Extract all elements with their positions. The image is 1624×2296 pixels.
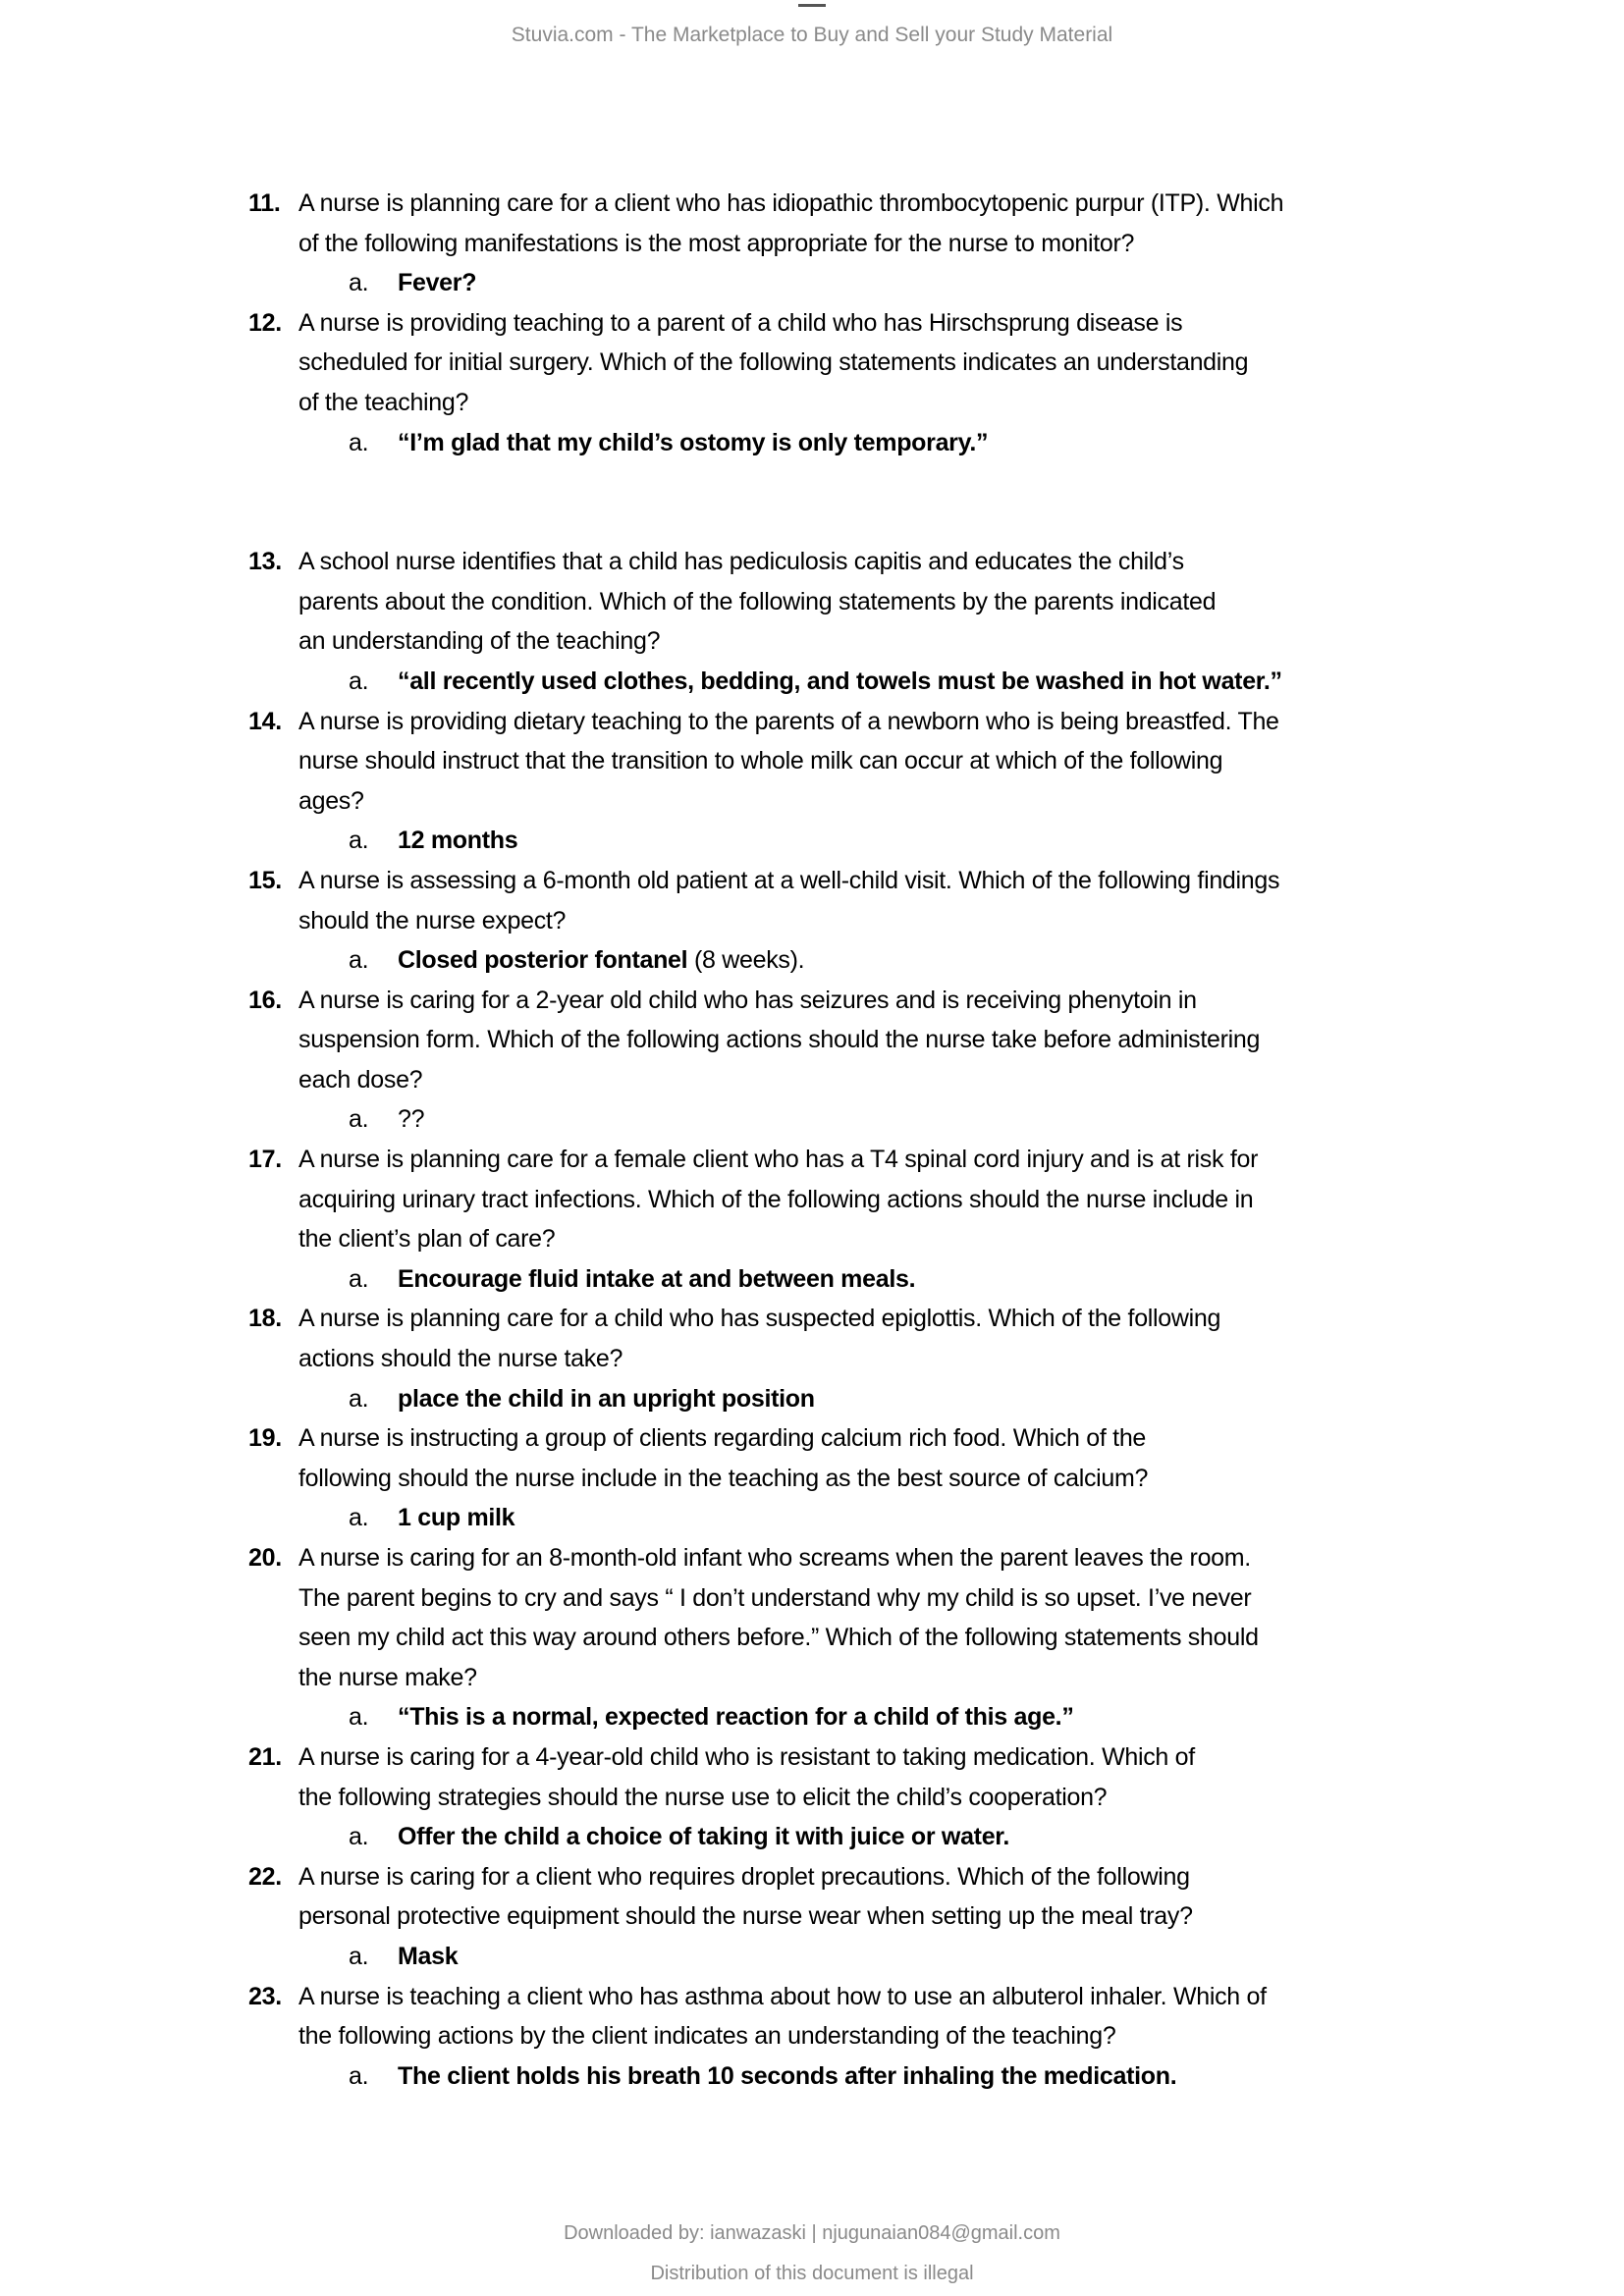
question-number: 18. — [248, 1305, 282, 1333]
question-number: 23. — [248, 1982, 282, 2010]
answer-letter: a. — [349, 2061, 369, 2090]
answer-text — [398, 662, 1282, 702]
question-item — [248, 1977, 1476, 2097]
answer-line — [248, 1099, 1476, 1140]
answer-line — [248, 1259, 1476, 1300]
question-line — [248, 343, 1476, 383]
question-line — [248, 1020, 1476, 1060]
question-item — [248, 981, 1476, 1140]
page-header: Stuvia.com - The Marketplace to Buy and Sell your Study Material — [511, 24, 1113, 46]
question-text: seen my child act this way around others before.” Which of the following statements should — [298, 1624, 1259, 1652]
question-line — [248, 901, 1476, 941]
question-text: A nurse is caring for a 4-year-old child who is resistant to taking medication. Which of — [298, 1742, 1195, 1771]
answer-rest: (8 weeks). — [687, 946, 805, 975]
question-line — [248, 582, 1476, 622]
answer-text — [398, 1817, 1009, 1857]
answer-letter: a. — [349, 667, 369, 695]
question-line — [248, 1857, 1476, 1897]
answer-line — [248, 423, 1476, 463]
answer-letter: a. — [349, 269, 369, 297]
answer-letter: a. — [349, 1264, 369, 1293]
answer-text — [398, 2056, 1176, 2097]
question-text: A nurse is assessing a 6-month old patient at a well-child visit. Which of the following findings — [298, 866, 1280, 894]
answer-line — [248, 1817, 1476, 1857]
answer-bold: The client holds his breath 10 seconds after inhaling the medication. — [398, 2061, 1177, 2090]
answer-line — [248, 1498, 1476, 1538]
question-line — [248, 303, 1476, 344]
question-text: A nurse is caring for a 2-year old child who has seizures and is receiving phenytoin in — [298, 986, 1197, 1014]
top-watermark-mark — [798, 4, 826, 7]
question-text: A nurse is providing dietary teaching to the parents of a newborn who is being breastfed. The — [298, 707, 1279, 735]
question-line — [248, 1737, 1476, 1778]
question-item — [248, 702, 1476, 861]
question-text: A nurse is providing teaching to a parent of a child who has Hirschsprung disease is — [298, 308, 1183, 337]
question-line — [248, 1977, 1476, 2017]
question-item — [248, 1857, 1476, 1977]
question-text: A nurse is instructing a group of clients regarding calcium rich food. Which of the — [298, 1424, 1147, 1453]
question-line — [248, 1896, 1476, 1937]
answer-bold: “I’m glad that my child’s ostomy is only temporary.” — [398, 428, 989, 456]
answer-letter: a. — [349, 827, 369, 855]
question-line — [248, 1418, 1476, 1459]
answer-line — [248, 1937, 1476, 1977]
question-text: A nurse is planning care for a female client who has a T4 spinal cord injury and is at risk for — [298, 1146, 1259, 1174]
question-text: A nurse is caring for an 8-month-old infant who screams when the parent leaves the room. — [298, 1544, 1251, 1572]
question-line — [248, 1538, 1476, 1578]
answer-bold: place the child in an upright position — [398, 1384, 815, 1413]
question-text: actions should the nurse take? — [298, 1345, 623, 1373]
question-text: personal protective equipment should the nurse wear when setting up the meal tray? — [298, 1902, 1193, 1931]
question-text: ages? — [298, 786, 364, 815]
blank-space — [248, 462, 1476, 542]
answer-letter: a. — [349, 1942, 369, 1970]
answer-letter: a. — [349, 1823, 369, 1851]
question-text: parents about the condition. Which of the following statements by the parents indicated — [298, 587, 1217, 615]
question-line — [248, 621, 1476, 662]
answer-line — [248, 662, 1476, 702]
question-text: acquiring urinary tract infections. Which of the following actions should the nurse include in — [298, 1185, 1254, 1213]
question-number: 20. — [248, 1544, 282, 1572]
question-number: 11. — [248, 189, 281, 217]
question-text: A school nurse identifies that a child has pediculosis capitis and educates the child’s — [298, 548, 1184, 576]
question-text: following should the nurse include in the teaching as the best source of calcium? — [298, 1464, 1149, 1492]
question-line — [248, 981, 1476, 1021]
question-line — [248, 1578, 1476, 1619]
answer-bold: Fever? — [398, 269, 477, 297]
answer-text — [398, 821, 517, 861]
answer-line — [248, 1379, 1476, 1419]
question-line — [248, 1459, 1476, 1499]
question-number: 21. — [248, 1742, 282, 1771]
question-number: 12. — [248, 308, 282, 337]
question-text: an understanding of the teaching? — [298, 627, 661, 656]
footer-distribution-notice: Distribution of this document is illegal — [650, 2263, 974, 2284]
answer-text — [398, 1379, 815, 1419]
question-line — [248, 1778, 1476, 1818]
answer-line — [248, 1697, 1476, 1737]
question-number: 17. — [248, 1146, 282, 1174]
answer-text — [398, 1697, 1074, 1737]
answer-bold: Closed posterior fontanel — [398, 946, 688, 975]
footer-downloaded-by: Downloaded by: ianwazaski | njugunaian084@gmail.com — [564, 2222, 1060, 2244]
answer-bold: 12 months — [398, 827, 518, 855]
question-item — [248, 1538, 1476, 1737]
question-number: 16. — [248, 986, 282, 1014]
question-number: 14. — [248, 707, 282, 735]
question-line — [248, 1299, 1476, 1339]
answer-letter: a. — [349, 1105, 369, 1134]
answer-text — [398, 1259, 915, 1300]
question-text: A nurse is planning care for a client who has idiopathic thrombocytopenic purpur (ITP). Which — [298, 189, 1284, 217]
question-item — [248, 1418, 1476, 1538]
question-text: of the teaching? — [298, 388, 469, 416]
answer-line — [248, 263, 1476, 303]
question-line — [248, 741, 1476, 781]
question-line — [248, 1339, 1476, 1379]
question-line — [248, 224, 1476, 264]
answer-letter: a. — [349, 1384, 369, 1413]
question-text: should the nurse expect? — [298, 906, 567, 934]
answer-letter: a. — [349, 1504, 369, 1532]
answer-letter: a. — [349, 1703, 369, 1732]
question-text: scheduled for initial surgery. Which of the following statements indicates an understanding — [298, 348, 1249, 377]
answer-text — [398, 263, 476, 303]
question-item — [248, 184, 1476, 303]
question-item — [248, 1299, 1476, 1418]
question-line — [248, 1180, 1476, 1220]
question-text: nurse should instruct that the transition to whole milk can occur at which of the following — [298, 747, 1223, 775]
question-item — [248, 303, 1476, 462]
question-line — [248, 702, 1476, 742]
question-item — [248, 542, 1476, 701]
question-item — [248, 1737, 1476, 1857]
answer-text — [398, 1498, 514, 1538]
question-item — [248, 861, 1476, 981]
question-line — [248, 1219, 1476, 1259]
answer-letter: a. — [349, 428, 369, 456]
question-text: of the following manifestations is the most appropriate for the nurse to monitor? — [298, 229, 1135, 257]
question-line — [248, 861, 1476, 901]
question-text: the nurse make? — [298, 1663, 477, 1691]
question-text: the following strategies should the nurse use to elicit the child’s cooperation? — [298, 1783, 1108, 1811]
question-line — [248, 542, 1476, 582]
answer-letter: a. — [349, 946, 369, 975]
answer-bold: Offer the child a choice of taking it with juice or water. — [398, 1823, 1009, 1851]
question-text: each dose? — [298, 1065, 423, 1094]
answer-bold: “all recently used clothes, bedding, and towels must be washed in hot water.” — [398, 667, 1282, 695]
question-line — [248, 383, 1476, 423]
question-text: the following actions by the client indicates an understanding of the teaching? — [298, 2022, 1116, 2051]
answer-bold: Mask — [398, 1942, 459, 1970]
question-text: the client’s plan of care? — [298, 1225, 556, 1254]
question-number: 13. — [248, 548, 282, 576]
question-number: 19. — [248, 1424, 282, 1453]
question-text: A nurse is caring for a client who requires droplet precautions. Which of the following — [298, 1862, 1190, 1891]
question-line — [248, 1140, 1476, 1180]
question-number: 15. — [248, 866, 282, 894]
answer-text — [398, 1099, 424, 1140]
answer-rest: ?? — [398, 1105, 425, 1134]
answer-text — [398, 940, 804, 981]
question-text: A nurse is teaching a client who has asthma about how to use an albuterol inhaler. Which of — [298, 1982, 1267, 2010]
question-number: 22. — [248, 1862, 282, 1891]
answer-line — [248, 821, 1476, 861]
question-item — [248, 1140, 1476, 1299]
answer-bold: 1 cup milk — [398, 1504, 515, 1532]
question-line — [248, 781, 1476, 822]
question-line — [248, 1658, 1476, 1698]
answer-line — [248, 2056, 1476, 2097]
question-text: suspension form. Which of the following actions should the nurse take before administering — [298, 1026, 1261, 1054]
question-text: A nurse is planning care for a child who has suspected epiglottis. Which of the following — [298, 1305, 1221, 1333]
question-line — [248, 184, 1476, 224]
question-line — [248, 1060, 1476, 1100]
answer-text — [398, 423, 988, 463]
answer-bold: Encourage fluid intake at and between meals. — [398, 1264, 916, 1293]
question-line — [248, 2016, 1476, 2056]
question-line — [248, 1618, 1476, 1658]
question-text: The parent begins to cry and says “ I don’t understand why my child is so upset. I’ve never — [298, 1583, 1252, 1612]
question-list — [248, 184, 1476, 2096]
answer-line — [248, 940, 1476, 981]
answer-text — [398, 1937, 458, 1977]
answer-bold: “This is a normal, expected reaction for a child of this age.” — [398, 1703, 1074, 1732]
